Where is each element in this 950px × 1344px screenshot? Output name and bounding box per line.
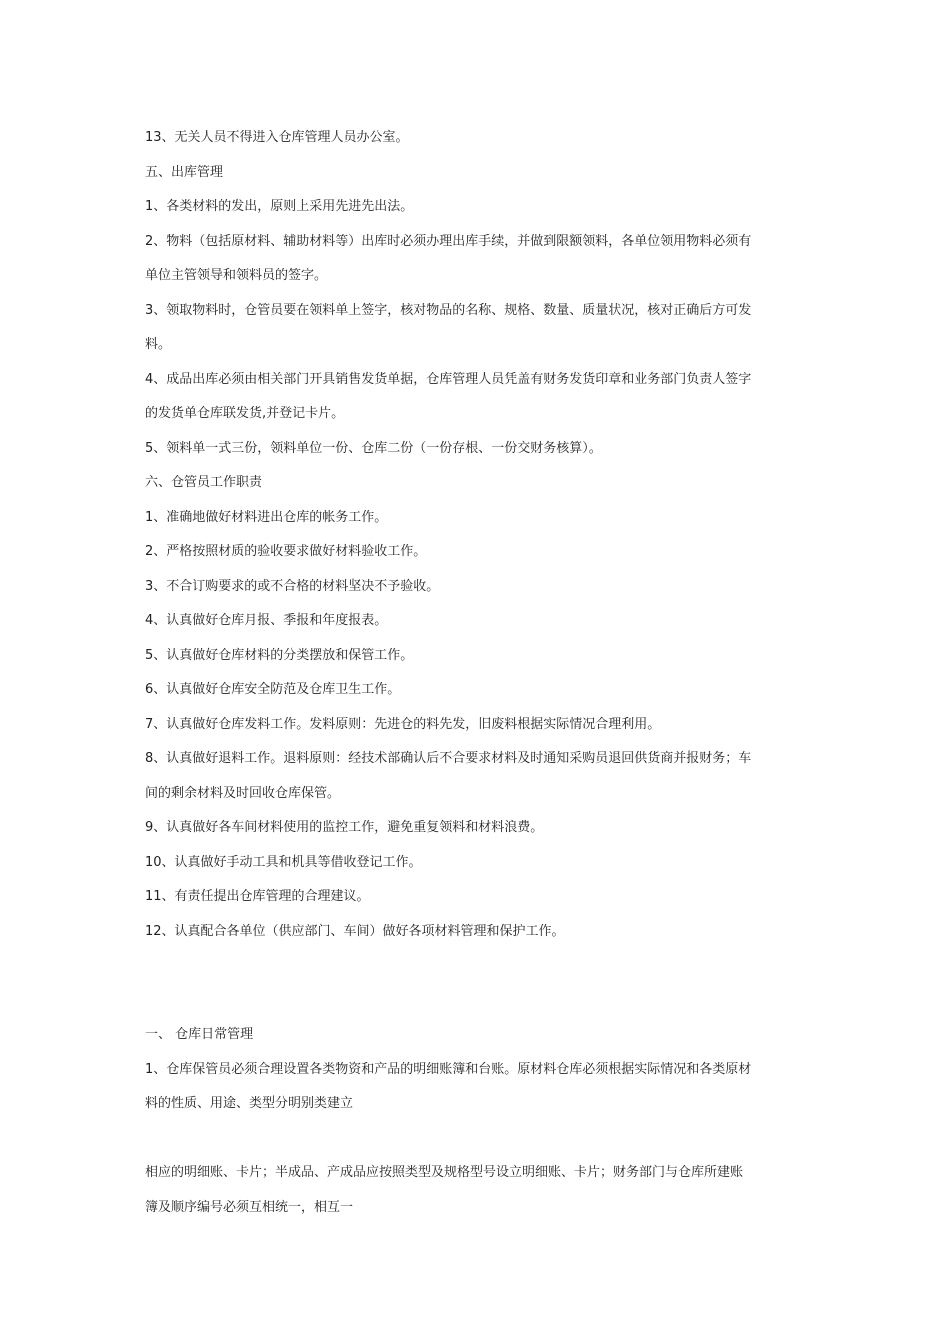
text-line: 10、认真做好手动工具和机具等借收登记工作。 bbox=[145, 854, 422, 870]
text-line: 7、认真做好仓库发料工作。发料原则：先进仓的料先发，旧废料根据实际情况合理利用。 bbox=[145, 716, 661, 732]
document-body bbox=[145, 128, 815, 1232]
blank-gap bbox=[145, 1129, 815, 1164]
text-line: 8、认真做好退料工作。退料原则：经技术部确认后不合要求材料及时通知采购员退回供货商并报财务；车 bbox=[145, 751, 752, 766]
text-line: 3、不合订购要求的或不合格的材料坚决不予验收。 bbox=[145, 578, 440, 594]
text-line: 簿及顺序编号必须互相统一，相互一 bbox=[145, 1199, 354, 1215]
text-line: 9、认真做好各车间材料使用的监控工作，避免重复领料和材料浪费。 bbox=[145, 820, 544, 835]
text-line: 6、认真做好仓库安全防范及仓库卫生工作。 bbox=[145, 682, 401, 697]
text-line: 1、各类材料的发出，原则上采用先进先出法。 bbox=[145, 199, 414, 214]
text-line: 料的性质、用途、类型分明别类建立 bbox=[145, 1096, 354, 1111]
text-line: 2、严格按照材质的验收要求做好材料验收工作。 bbox=[145, 544, 427, 559]
blank-gap bbox=[145, 956, 815, 991]
section-heading: 五、出库管理 bbox=[145, 164, 224, 180]
text-line: 5、认真做好仓库材料的分类摆放和保管工作。 bbox=[145, 647, 414, 663]
text-line: 相应的明细账、卡片；半成品、产成品应按照类型及规格型号设立明细账、卡片；财务部门与仓库所建账 bbox=[145, 1165, 744, 1180]
text-line: 的发货单仓库联发货,并登记卡片。 bbox=[145, 406, 345, 421]
text-line: 2、物料（包括原材料、辅助材料等）出库时必须办理出库手续，并做到限额领料，各单位领用物料必须有 bbox=[145, 233, 752, 249]
text-line: 5、领料单一式三份，领料单位一份、仓库二份（一份存根、一份交财务核算）。 bbox=[145, 440, 602, 456]
text-line: 12、认真配合各单位（供应部门、车间）做好各项材料管理和保护工作。 bbox=[145, 923, 565, 939]
text-line: 单位主管领导和领料员的签字。 bbox=[145, 268, 328, 283]
text-line: 3、领取物料时，仓管员要在领料单上签字，核对物品的名称、规格、数量、质量状况，核对正确后方可发 bbox=[145, 302, 752, 318]
text-line: 间的剩余材料及时回收仓库保管。 bbox=[145, 785, 341, 801]
text-line: 料。 bbox=[145, 337, 172, 352]
blank-gap bbox=[145, 991, 815, 1026]
text-line: 4、认真做好仓库月报、季报和年度报表。 bbox=[145, 613, 388, 628]
section-heading: 一、 仓库日常管理 bbox=[145, 1027, 254, 1042]
text-line: 1、准确地做好材料进出仓库的帐务工作。 bbox=[145, 509, 388, 525]
text-line: 1、仓库保管员必须合理设置各类物资和产品的明细账簿和台账。原材料仓库必须根据实际情况和各类原材 bbox=[145, 1061, 752, 1077]
text-line: 13、无关人员不得进入仓库管理人员办公室。 bbox=[145, 130, 409, 145]
text-line: 4、成品出库必须由相关部门开具销售发货单据，仓库管理人员凭盖有财务发货印章和业务部门负责人签字 bbox=[145, 371, 752, 387]
text-line: 11、有责任提出仓库管理的合理建议。 bbox=[145, 889, 370, 904]
section-heading: 六、仓管员工作职责 bbox=[145, 475, 263, 490]
